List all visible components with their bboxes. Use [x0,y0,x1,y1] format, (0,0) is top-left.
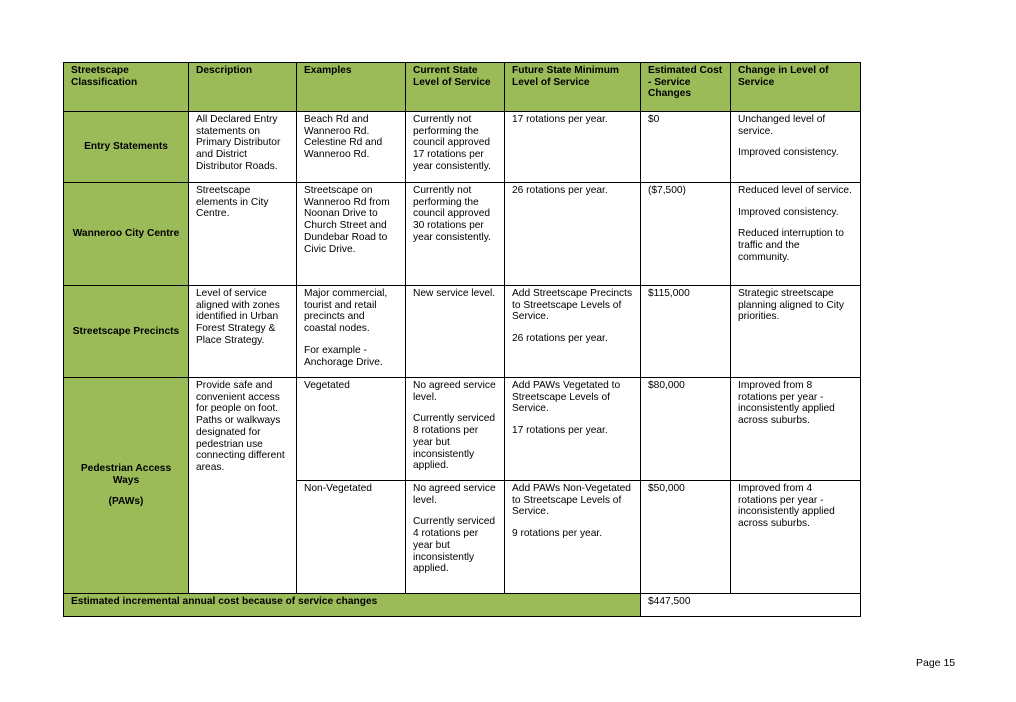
header-examples: Examples [297,63,406,112]
future-line: 9 rotations per year. [512,528,603,540]
total-row [64,594,861,617]
change-cell: Strategic streetscape planning aligned to City priorities. [731,286,861,378]
classification-cell: Streetscape Precincts [64,286,189,378]
change-line: Reduced interruption to traffic and the community. [738,228,844,263]
current-state-cell: New service level. [406,286,505,378]
future-line: Add Streetscape Precincts to Streetscape Levels of Service. [512,288,633,323]
classification-line: Pedestrian Access Ways [80,462,172,486]
examples-cell: Streetscape on Wanneroo Rd from Noonan Drive to Church Street and Dundebar Road to Civic Drive. [297,183,406,286]
description-cell: Level of service aligned with zones identified in Urban Forest Strategy & Place Strategy. [189,286,297,378]
header-classification: Streetscape Classification [64,63,189,112]
cost-cell: ($7,500) [641,183,731,286]
future-state-cell: 26 rotations per year. [505,183,641,286]
current-state-cell [406,378,505,481]
examples-cell: Vegetated [297,378,406,481]
header-estimated-cost: Estimated Cost - Service Changes [641,63,731,112]
change-cell: Improved from 8 rotations per year - inconsistently applied across suburbs. [731,378,861,481]
future-line: Add PAWs Vegetated to Streetscape Levels of Service. [512,380,621,415]
examples-line: For example - Anchorage Drive. [304,344,383,368]
change-line: Reduced level of service. [738,185,852,196]
change-line: Unchanged level of service. [738,114,826,137]
classification-cell [64,378,189,594]
description-cell: Streetscape elements in City Centre. [189,183,297,286]
future-line: 17 rotations per year. [512,425,608,437]
future-state-cell: 17 rotations per year. [505,112,641,183]
total-label: Estimated incremental annual cost because of service changes [64,594,641,617]
table-row [64,183,861,286]
examples-cell: Beach Rd and Wanneroo Rd. Celestine Rd and Wanneroo Rd. [297,112,406,183]
future-line: Add PAWs Non-Vegetated to Streetscape Levels of Service. [512,483,631,518]
classification-cell: Wanneroo City Centre [64,183,189,286]
header-change: Change in Level of Service [731,63,861,112]
service-level-table [63,62,861,617]
future-state-cell [505,286,641,378]
examples-cell: Non-Vegetated [297,481,406,594]
classification-line: (PAWs) [108,496,144,508]
change-line: Improved consistency. [738,147,839,159]
description-cell: All Declared Entry statements on Primary Distributor and District Distributor Roads. [189,112,297,183]
cost-cell: $0 [641,112,731,183]
future-state-cell [505,481,641,594]
change-cell: Improved from 4 rotations per year - inconsistently applied across suburbs. [731,481,861,594]
future-state-cell [505,378,641,481]
page-number: Page 15 [916,657,956,669]
current-state-cell: Currently not performing the council approved 30 rotations per year consistently. [406,183,505,286]
header-row [64,63,861,112]
classification-cell: Entry Statements [64,112,189,183]
cost-cell: $80,000 [641,378,731,481]
cost-cell: $50,000 [641,481,731,594]
current-line: Currently serviced 4 rotations per year but inconsistently applied. [413,516,496,575]
change-line: Improved consistency. [738,206,839,218]
future-line: 26 rotations per year. [512,333,608,345]
current-state-cell [406,481,505,594]
total-value: $447,500 [641,594,861,617]
description-cell: Provide safe and convenient access for people on foot. Paths or walkways designated for pedestrian use connecting different areas. [189,378,297,594]
change-cell [731,183,861,286]
change-cell [731,112,861,183]
cost-cell: $115,000 [641,286,731,378]
table-row [64,286,861,378]
current-state-cell: Currently not performing the council approved 17 rotations per year consistently. [406,112,505,183]
header-description: Description [189,63,297,112]
current-line: No agreed service level. [413,483,496,506]
current-line: No agreed service level. [413,380,496,403]
current-line: Currently serviced 8 rotations per year but inconsistently applied. [413,413,496,472]
header-current-state: Current State Level of Service [406,63,505,112]
table-row [64,378,861,481]
table-row [64,112,861,183]
header-future-state: Future State Minimum Level of Service [505,63,641,112]
examples-line: Major commercial, tourist and retail precincts and coastal nodes. [304,288,388,335]
examples-cell [297,286,406,378]
